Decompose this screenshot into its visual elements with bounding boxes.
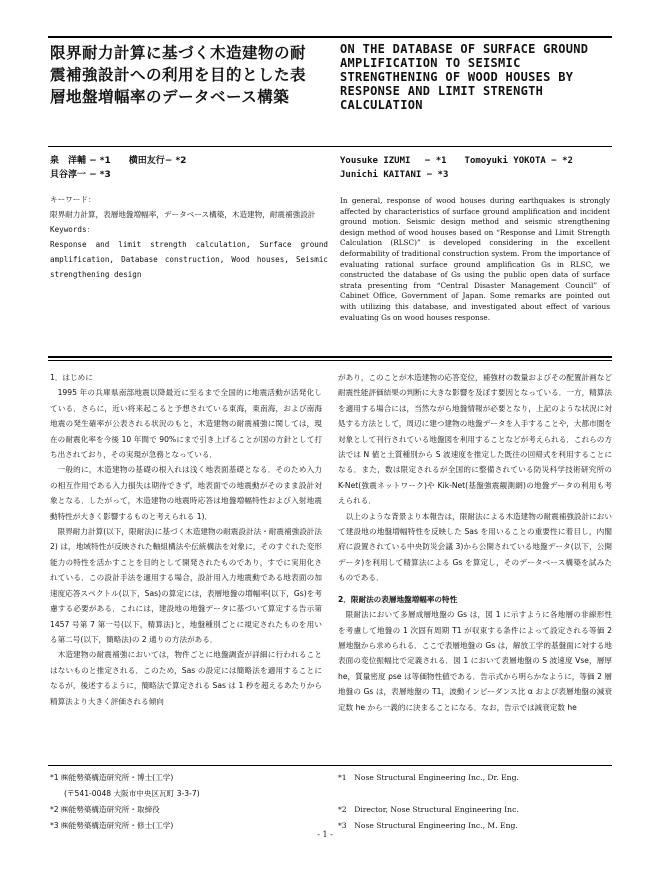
- authors-en-line-2: Junichi KAITANI − *3: [340, 170, 449, 180]
- title-ja-line-3: 層地盤増幅率のデータベース構築: [50, 88, 290, 106]
- section-1-heading: 1．はじめに: [50, 373, 93, 382]
- keywords-list-ja: 限界耐力計算，表層地盤増幅率，データベース構築，木造建物，耐震補強設計: [50, 210, 316, 219]
- paragraph: 1995 年の兵庫県南部地震以降最近に至るまで全国的に地震活動が活発化している．さらに，近い将来起こると予想されている東海，東南海，および南海地震の発生確率が公表される状況のもと，木造建物の耐震補強に関しては，現在の耐震化率を今後 10 年間で 90%にまで引き上げることが国の方針として打ち出されており，その実現が急務となっている．: [50, 388, 322, 460]
- title-ja: [50, 42, 330, 108]
- title-en-line-2: AMPLIFICATION TO SEISMIC: [340, 56, 521, 70]
- body-rule-top: [48, 356, 612, 358]
- title-en: [340, 42, 610, 112]
- section-2-heading: 2．限耐法の表層地盤増幅率の特性: [338, 594, 458, 604]
- paragraph: 木造建物の耐震補強においては，物件ごとに地盤調査が詳細に行われることはないものと推定される．このため，Sas の設定には簡略法を適用することになるが，後述するように，簡略法で算定される Sas は 1 秒を超えるあたりから精算法より大きく評価される傾向: [50, 650, 322, 706]
- authors-ja-line-1: 泉 洋輔 − *1 横田友行− *2: [50, 156, 187, 166]
- footnotes-en: [338, 770, 618, 834]
- body-right-column: [338, 370, 612, 715]
- title-ja-line-2: 震補強設計への利用を目的とした表: [50, 66, 307, 84]
- authors-ja: [50, 154, 330, 182]
- paragraph: 限界耐力計算(以下，限耐法)に基づく木造建物の耐震設計法・耐震補強設計法 2) は，地域特性が反映された軸組構法や伝統構法を対象に，そのすぐれた変形能力の特性を活かすことを目的として開発されたものであり，すでに実用化されている．この設計手法を適用する場合，設計用入力地震動である地表面の加速度応答スペクトル(以下，Sas)の算定には，表層地盤の増幅率(以下，Gs)を考慮する必要がある．これには，建設地の地盤データに基づいて算定する告示第 1457 号第 7 第一号(以下，精算法)と，地盤種別ごとに規定されたものを用いる第二号(以下，簡略法)の 2 通りの方法がある．: [50, 527, 322, 644]
- paragraph-continued: があり，このことが木造建物の応答変位，補強材の数量およびその配置計画など耐震性能評価結果の判断に大きな影響を及ぼす要因となっている．一方，精算法を適用する場合には，当然ながら地盤情報が必要となり，上記のような状況に対処する方法として，周辺に建つ建物の地盤データを入手することや，大都市圏を対象として刊行されている地盤図を利用することなどが考えられる．これらの方法では N 値と土質種別から S 波速度を推定した既往の回帰式を利用することになる．また，数は限定されるが全国的に整備されている防災科学技術研究所の K-Net(強震ネットワーク)や Kik-Net(基盤強震観測網)の地盤データの利用も考えられる．: [338, 373, 612, 506]
- title-en-line-1: ON THE DATABASE OF SURFACE GROUND: [340, 42, 589, 56]
- title-ja-line-1: 限界耐力計算に基づく木造建物の耐: [50, 44, 307, 62]
- keywords: [50, 192, 328, 282]
- footnote-en-2: *2 Director, Nose Structural Engineering Inc.: [338, 805, 519, 814]
- footnote-en-3: *3 Nose Structural Engineering Inc., M. Eng.: [338, 821, 518, 830]
- keywords-label-en: Keywords：: [50, 225, 95, 234]
- footnote-ja-1-address: (〒541-0048 大阪市中央区瓦町 3-3-7): [64, 789, 200, 798]
- authors-ja-line-2: 貝谷淳一 − *3: [50, 170, 111, 180]
- footnotes-ja: [50, 770, 330, 834]
- page-number: - 1 -: [317, 830, 333, 839]
- body-left-column: [50, 370, 322, 709]
- authors-en: [340, 154, 620, 182]
- footnote-ja-3: *3 ㈱能勢築構造研究所・修士(工学): [50, 821, 174, 830]
- title-en-line-5: CALCULATION: [340, 98, 423, 112]
- keywords-list-en: Response and limit strength calculation, Surface ground amplification, Database construction, Wood houses, Seismic strengthening design: [50, 240, 328, 279]
- body-rule-top-thin: [48, 360, 612, 361]
- footnote-rule: [48, 765, 612, 766]
- keywords-label-ja: キーワード：: [50, 195, 96, 204]
- abstract: In general, response of wood houses during earthquakes is strongly affected by characteristics of surface ground amplification and incident ground motion. Seismic design method and seismic strengthening design method of wood houses based on “Response and Limit Strength Calculation (RLSC)” is developed considering in the excellent deformability of traditional construction system. From the importance of evaluating rational surface ground amplification Gs in RLSC, we constructed the database of Gs using the public open data of surface strata presenting from “Central Disaster Management Council” of Cabinet Office, Government of Japan. Some remarks are pointed out with utilizing this database, and investigated about effect of various evaluating Gs on wood houses response.: [340, 196, 610, 322]
- footnote-ja-2: *2 ㈱能勢築構造研究所・取締役: [50, 805, 160, 814]
- title-en-line-3: STRENGTHENING OF WOOD HOUSES BY: [340, 70, 574, 84]
- authors-en-line-1: Yousuke IZUMI − *1 Tomoyuki YOKOTA − *2: [340, 156, 573, 166]
- footnote-en-1: *1 Nose Structural Engineering Inc., Dr. Eng.: [338, 773, 519, 782]
- top-rule: [48, 36, 612, 38]
- paragraph: 限耐法において多層成層地盤の Gs は，図 1 に示すように各地層の非線形性を考慮して地盤の 1 次固有周期 T1 が収束する条件によって設定される等価 2 層地盤から求められる．ここで表層地盤の Gs は，解放工学的基盤面に対する地表面の変位振幅比で定義される．図 1 において表層地盤の S 波速度 Vse，層厚 he，質量密度 ρse は等価物性値である．告示式から明らかなように，等価 2 層地盤の Gs は，表層地盤の T1，波動インピーダンス比 α および表層地盤の減衰定数 he から一義的に決まることになる．なお，告示では減衰定数 he: [338, 610, 612, 712]
- title-en-line-4: RESPONSE AND LIMIT STRENGTH: [340, 84, 544, 98]
- paragraph: 一般的に，木造建物の基礎の根入れは浅く地表面基礎となる．そのため入力の相互作用である入力損失は期待できず，地表面での地震動がそのまま設計対象となる．したがって，木造建物の地震時応答は地盤増幅特性および入射地震動特性が大きく影響するものと考えられる 1)．: [50, 465, 322, 521]
- footnote-en-spacer: [338, 786, 618, 802]
- title-rule: [48, 146, 612, 147]
- footnote-ja-1: *1 ㈱能勢築構造研究所・博士(工学): [50, 773, 174, 782]
- paragraph: 以上のような背景より本報告は，限耐法による木造建物の耐震補強設計において建設地の地盤増幅特性を反映した Sas を用いることの重要性に着目し，内閣府に設置されている中央防災会議 3)から公開されている地盤データ(以下，公開データ)を利用して精算法による Gs を算定し，そのデータベース構築を試みたものである．: [338, 511, 612, 583]
